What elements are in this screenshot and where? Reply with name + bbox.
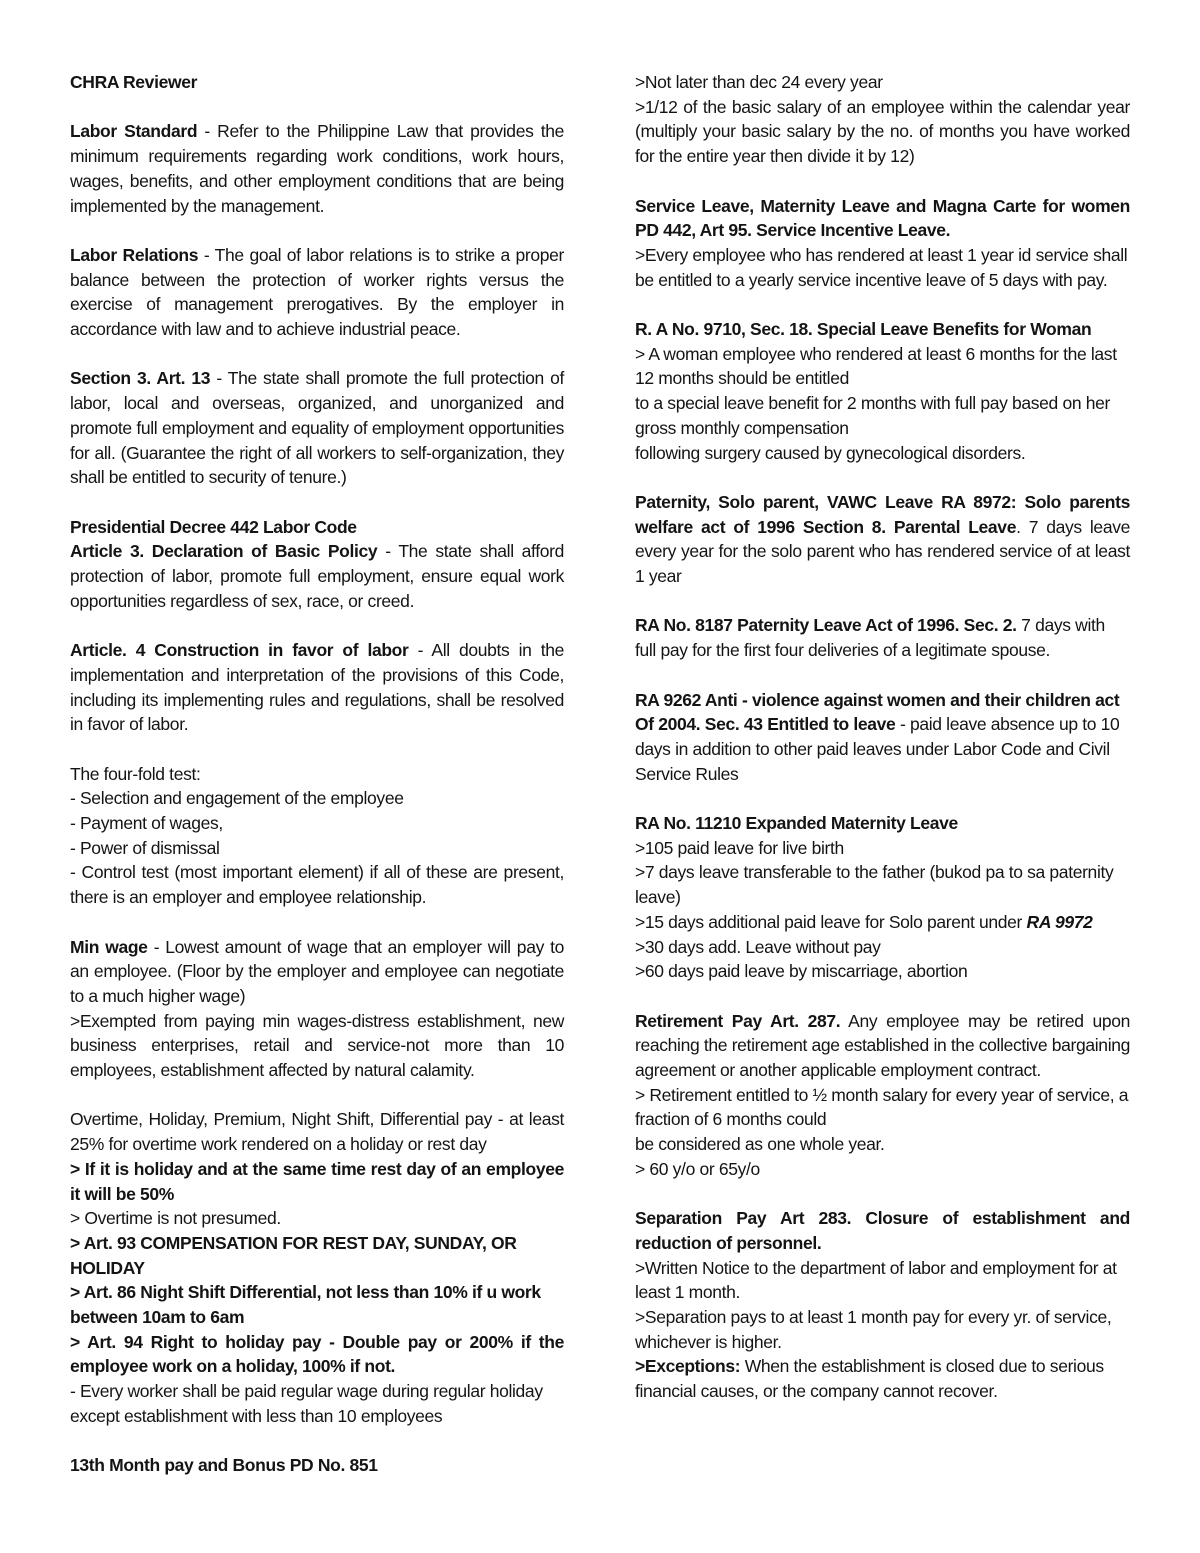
ra9710-line: > A woman employee who rendered at least 6 months for the last 12 months should be entitled xyxy=(635,343,1117,389)
left-column xyxy=(70,70,564,1478)
ra11210-item: >30 days add. Leave without pay xyxy=(635,936,881,957)
fourfold-heading: The four-fold test: xyxy=(70,763,201,784)
exempted-paragraph: >Exempted from paying min wages-distress establishment, new business enterprises, retail and service-not more than 10 employees, establishment affected by natural calamity. xyxy=(70,1010,564,1081)
separation-line: >Written Notice to the department of labor and employment for at least 1 month. xyxy=(635,1257,1117,1303)
ra8187-paragraph: RA No. 8187 Paternity Leave Act of 1996. Sec. 2. 7 days with full pay for the first four deliveries of a legitimate spouse. xyxy=(635,615,1105,661)
overtime-presumed: > Overtime is not presumed. xyxy=(70,1208,281,1229)
art94-paragraph: > Art. 94 Right to holiday pay - Double pay or 200% if the employee work on a holiday, 100% if not. xyxy=(70,1331,564,1377)
ra9710-line: following surgery caused by gynecological disorders. xyxy=(635,442,1026,463)
ra9262-paragraph: RA 9262 Anti - violence against women and their children act Of 2004. Sec. 43 Entitled to leave - paid leave absence up to 10 days in addition to other paid leaves under Labor Code and Civil Service Rules xyxy=(635,689,1120,784)
art86-paragraph: > Art. 86 Night Shift Differential, not less than 10% if u work between 10am to 6am xyxy=(70,1282,541,1328)
labor-relations-paragraph: Labor Relations - The goal of labor relations is to strike a proper balance between the protection of worker rights versus the exercise of management prerogatives. By the employer in accordance with law and to achieve industrial peace. xyxy=(70,244,564,339)
ra11210-item: >60 days paid leave by miscarriage, abortion xyxy=(635,961,968,982)
fourfold-item: - Control test (most important element) if all of these are present, there is an employer and employee relationship. xyxy=(70,862,564,908)
fourfold-item: - Payment of wages, xyxy=(70,813,223,833)
min-wage-paragraph: Min wage - Lowest amount of wage that an employer will pay to an employee. (Floor by the employer and employee can negotiate to a much higher wage) xyxy=(70,936,564,1006)
right-column xyxy=(635,70,1130,1404)
page-title: CHRA Reviewer xyxy=(70,72,198,92)
retirement-paragraph: Retirement Pay Art. 287. Any employee may be retired upon reaching the retirement age established in the collective bargaining agreement or another applicable employment contract. xyxy=(635,1010,1130,1081)
separation-heading: Separation Pay Art 283. Closure of establishment and reduction of personnel. xyxy=(635,1208,1130,1253)
holiday-rest-paragraph: > If it is holiday and at the same time rest day of an employee it will be 50% xyxy=(70,1158,564,1204)
paternity-paragraph: Paternity, Solo parent, VAWC Leave RA 8972: Solo parents welfare act of 1996 Section 8. Parental Leave. 7 days leave every year for the solo parent who has rendered service of at least 1 year xyxy=(635,491,1130,587)
exceptions-paragraph: >Exceptions: When the establishment is closed due to serious financial causes, or the company cannot recover. xyxy=(635,1356,1104,1402)
service-leave-paragraph: >Every employee who has rendered at least 1 year id service shall be entitled to a yearly service incentive leave of 5 days with pay. xyxy=(635,244,1128,290)
pd442-heading: Presidential Decree 442 Labor Code xyxy=(70,516,357,537)
separation-line: >Separation pays to at least 1 month pay for every yr. of service, whichever is higher. xyxy=(635,1307,1112,1352)
service-leave-heading: Service Leave, Maternity Leave and Magna Carte for women PD 442, Art 95. Service Incentive Leave. xyxy=(635,195,1130,241)
art93-paragraph: > Art. 93 COMPENSATION FOR REST DAY, SUNDAY, OR HOLIDAY xyxy=(70,1232,517,1278)
fourfold-item: - Selection and engagement of the employee xyxy=(70,788,404,809)
article4-paragraph: Article. 4 Construction in favor of labor - All doubts in the implementation and interpretation of the provisions of this Code, including its implementing rules and regulations, shall be resolved in favor of labor. xyxy=(70,640,564,735)
section3-paragraph: Section 3. Art. 13 - The state shall promote the full protection of labor, local and overseas, organized, and unorganized and promote full employment and equality of employment opportunities for all. (Guarantee the right of all workers to self-organization, they shall be entitled to security of tenure.) xyxy=(70,368,564,488)
every-worker-paragraph: - Every worker shall be paid regular wage during regular holiday except establishment with less than 10 employees xyxy=(70,1381,543,1426)
retirement-line: be considered as one whole year. xyxy=(635,1134,885,1155)
thirteenth-month-heading: 13th Month pay and Bonus PD No. 851 xyxy=(70,1455,378,1476)
retirement-line: > Retirement entitled to ½ month salary for every year of service, a fraction of 6 months could xyxy=(635,1084,1129,1130)
not-later-line: >Not later than dec 24 every year xyxy=(635,72,883,92)
ra11210-item: >7 days leave transferable to the father (bukod pa to sa paternity leave) xyxy=(635,862,1114,908)
ra11210-item: >105 paid leave for live birth xyxy=(635,837,844,858)
labor-standard-paragraph: Labor Standard - Refer to the Philippine Law that provides the minimum requirements regarding work conditions, work hours, wages, benefits, and other employment conditions that are being implemented by the management. xyxy=(70,121,565,216)
ra9710-line: to a special leave benefit for 2 months with full pay based on her gross monthly compensation xyxy=(635,393,1110,438)
ra11210-item: >15 days additional paid leave for Solo parent under RA 9972 xyxy=(635,911,1093,932)
ra11210-heading: RA No. 11210 Expanded Maternity Leave xyxy=(635,813,958,833)
fourfold-item: - Power of dismissal xyxy=(70,837,220,858)
overtime-paragraph: Overtime, Holiday, Premium, Night Shift, Differential pay - at least 25% for overtime work rendered on a holiday or rest day xyxy=(70,1109,564,1155)
one-twelfth-paragraph: >1/12 of the basic salary of an employee within the calendar year (multiply your basic salary by the no. of months you have worked for the entire year then divide it by 12) xyxy=(635,96,1130,167)
retirement-line: > 60 y/o or 65y/o xyxy=(635,1158,760,1179)
article3-paragraph: Article 3. Declaration of Basic Policy - The state shall afford protection of labor, promote full employment, ensure equal work opportunities regardless of sex, race, or creed. xyxy=(70,541,564,611)
ra9710-heading: R. A No. 9710, Sec. 18. Special Leave Benefits for Woman xyxy=(635,319,1092,339)
